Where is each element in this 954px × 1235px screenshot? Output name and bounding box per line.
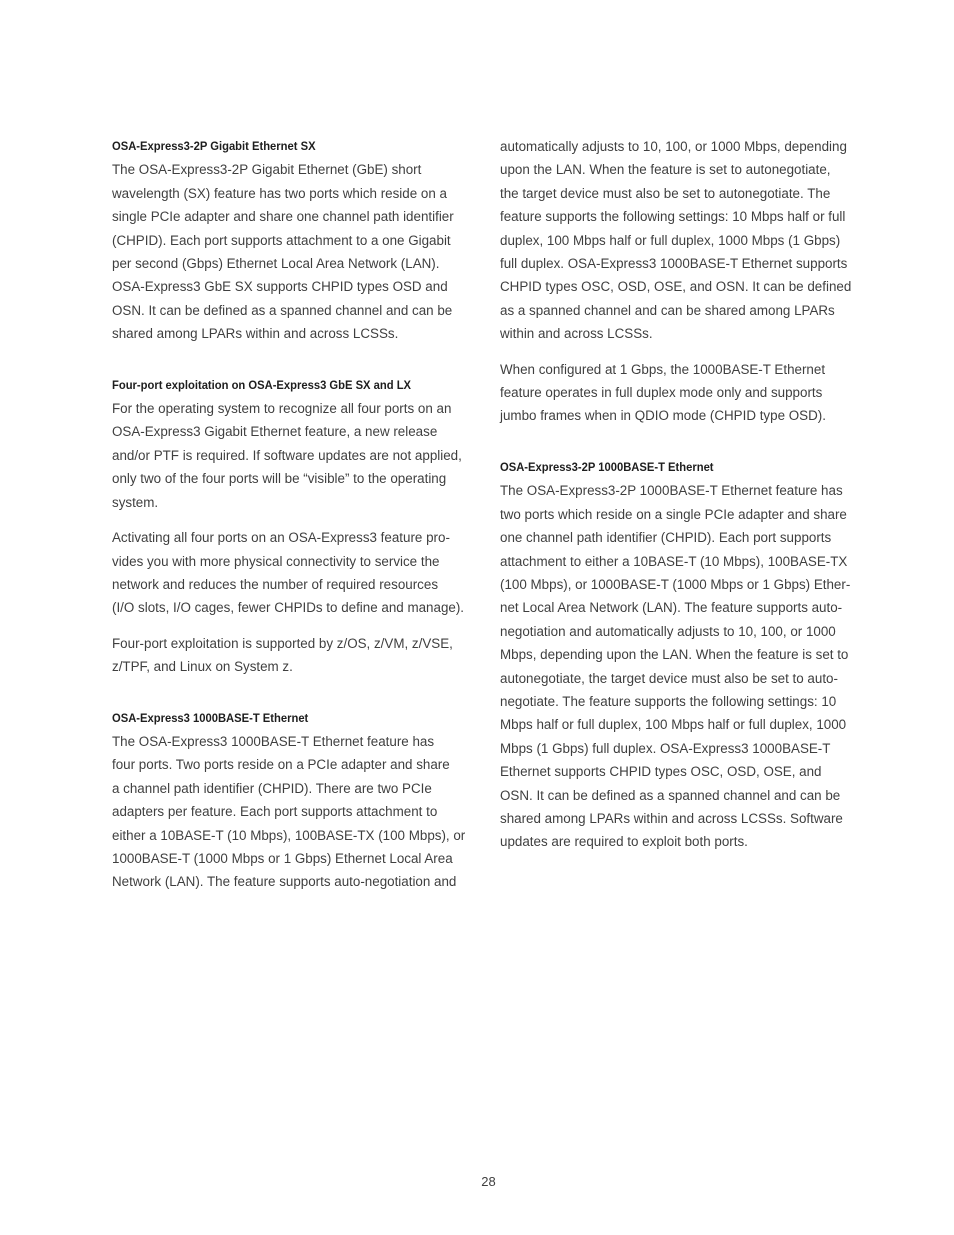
text-line: net Local Area Network (LAN). The feature supports auto- (500, 600, 843, 616)
text-line: within and across LCSSs. (500, 326, 653, 342)
text-line: feature supports the following settings: 10 Mbps half or full (500, 209, 846, 225)
left-column (112, 135, 482, 894)
text-line: automatically adjusts to 10, 100, or 1000 Mbps, depending (500, 139, 847, 154)
text-line: duplex, 100 Mbps half or full duplex, 1000 Mbps (1 Gbps) (500, 232, 841, 248)
text-line: Mbps half or full duplex, 100 Mbps half or full duplex, 1000 (500, 717, 847, 733)
text-line: CHPID types OSC, OSD, OSE, and OSN. It can be defined (500, 279, 852, 295)
text-line: 1000BASE-T (1000 Mbps or 1 Gbps) Ethernet Local Area (112, 850, 453, 866)
text-line: OSA-Express3 GbE SX supports CHPID types OSD and (112, 279, 448, 295)
text-line: single PCIe adapter and share one channel path identifier (112, 209, 454, 225)
text-line: updates are required to exploit both ports. (500, 834, 748, 850)
text-line: When configured at 1 Gbps, the 1000BASE-T Ethernet (500, 361, 826, 377)
section-heading-four-port: Four-port exploitation on OSA-Express3 GbE SX and LX (112, 377, 412, 392)
text-line: adapters per feature. Each port supports attachment to (112, 804, 438, 820)
text-line: negotiation and automatically adjusts to 10, 100, or 1000 (500, 623, 836, 639)
text-line: autonegotiate, the target device must also be set to auto- (500, 670, 838, 686)
paragraph-1000base-t-continued (500, 135, 870, 346)
text-line: shared among LPARs within and across LCSSs. Software (500, 810, 843, 826)
text-line: Four-port exploitation is supported by z/OS, z/VM, z/VSE, (112, 635, 453, 651)
text-line: four ports. Two ports reside on a PCIe adapter and share (112, 757, 450, 773)
text-line: network and reduces the number of required resources (112, 576, 439, 592)
paragraph-four-port-2 (112, 526, 482, 620)
text-line: feature operates in full duplex mode only and supports (500, 385, 823, 401)
text-line: wavelength (SX) feature has two ports which reside on a (112, 185, 447, 201)
paragraph-1gbps-config (500, 358, 870, 428)
text-line: and/or PTF is required. If software updates are not applied, (112, 447, 462, 463)
text-line: OSN. It can be defined as a spanned channel and can be (112, 302, 453, 318)
text-line: The OSA-Express3-2P Gigabit Ethernet (GbE) short (112, 162, 422, 178)
text-line: negotiate. The feature supports the following settings: 10 (500, 693, 837, 709)
paragraph-1000base-t (112, 730, 482, 894)
text-line: system. (112, 494, 159, 510)
text-line: either a 10BASE-T (10 Mbps), 100BASE-TX (100 Mbps), or (112, 827, 466, 843)
text-line: upon the LAN. When the feature is set to autonegotiate, (500, 162, 831, 178)
text-line: (CHPID). Each port supports attachment to a one Gigabit (112, 232, 451, 248)
text-line: The OSA-Express3-2P 1000BASE-T Ethernet feature has (500, 483, 843, 499)
text-line: the target device must also be set to autonegotiate. The (500, 185, 831, 201)
paragraph-2p-1000base-t (500, 479, 870, 854)
right-column (500, 135, 870, 854)
text-line: (I/O slots, I/O cages, fewer CHPIDs to define and manage). (112, 600, 465, 616)
text-line: two ports which reside on a single PCIe adapter and share (500, 506, 847, 522)
text-line: shared among LPARs within and across LCSSs. (112, 326, 399, 342)
paragraph-four-port-3 (112, 632, 482, 679)
text-line: z/TPF, and Linux on System z. (112, 659, 293, 675)
text-line: as a spanned channel and can be shared among LPARs (500, 302, 835, 318)
text-line: attachment to either a 10BASE-T (10 Mbps), 100BASE-TX (500, 553, 848, 569)
text-line: vides you with more physical connectivity to service the (112, 553, 440, 569)
text-line: only two of the four ports will be “visible” to the operating (112, 471, 447, 487)
text-line: OSN. It can be defined as a spanned channel and can be (500, 787, 841, 803)
text-line: Activating all four ports on an OSA-Express3 feature pro- (112, 530, 450, 546)
text-line: full duplex. OSA-Express3 1000BASE-T Ethernet supports (500, 256, 848, 272)
text-line: per second (Gbps) Ethernet Local Area Network (LAN). (112, 256, 440, 272)
text-line: The OSA-Express3 1000BASE-T Ethernet feature has (112, 733, 435, 749)
text-line: Network (LAN). The feature supports auto-negotiation and (112, 874, 457, 890)
text-line: a channel path identifier (CHPID). There are two PCIe (112, 780, 432, 796)
section-heading-2p-1000base-t: OSA-Express3-2P 1000BASE-T Ethernet (500, 459, 714, 474)
text-line: (100 Mbps), or 1000BASE-T (1000 Mbps or 1 Gbps) Ether- (500, 576, 851, 592)
paragraph-four-port-1 (112, 397, 482, 514)
paragraph-gbe-sx (112, 158, 482, 345)
section-heading-gbe-sx: OSA-Express3-2P Gigabit Ethernet SX (112, 139, 316, 153)
text-line: one channel path identifier (CHPID). Each port supports (500, 530, 832, 546)
section-heading-1000base-t: OSA-Express3 1000BASE-T Ethernet (112, 710, 309, 725)
text-line: Ethernet supports CHPID types OSC, OSD, OSE, and (500, 764, 822, 780)
text-line: Mbps, depending upon the LAN. When the feature is set to (500, 647, 849, 663)
text-line: Mbps (1 Gbps) full duplex. OSA-Express3 1000BASE-T (500, 740, 831, 756)
page-number: 28 (481, 1174, 496, 1189)
text-line: OSA-Express3 Gigabit Ethernet feature, a new release (112, 424, 438, 440)
text-line: For the operating system to recognize all four ports on an (112, 401, 452, 417)
text-line: jumbo frames when in QDIO mode (CHPID type OSD). (500, 408, 826, 424)
